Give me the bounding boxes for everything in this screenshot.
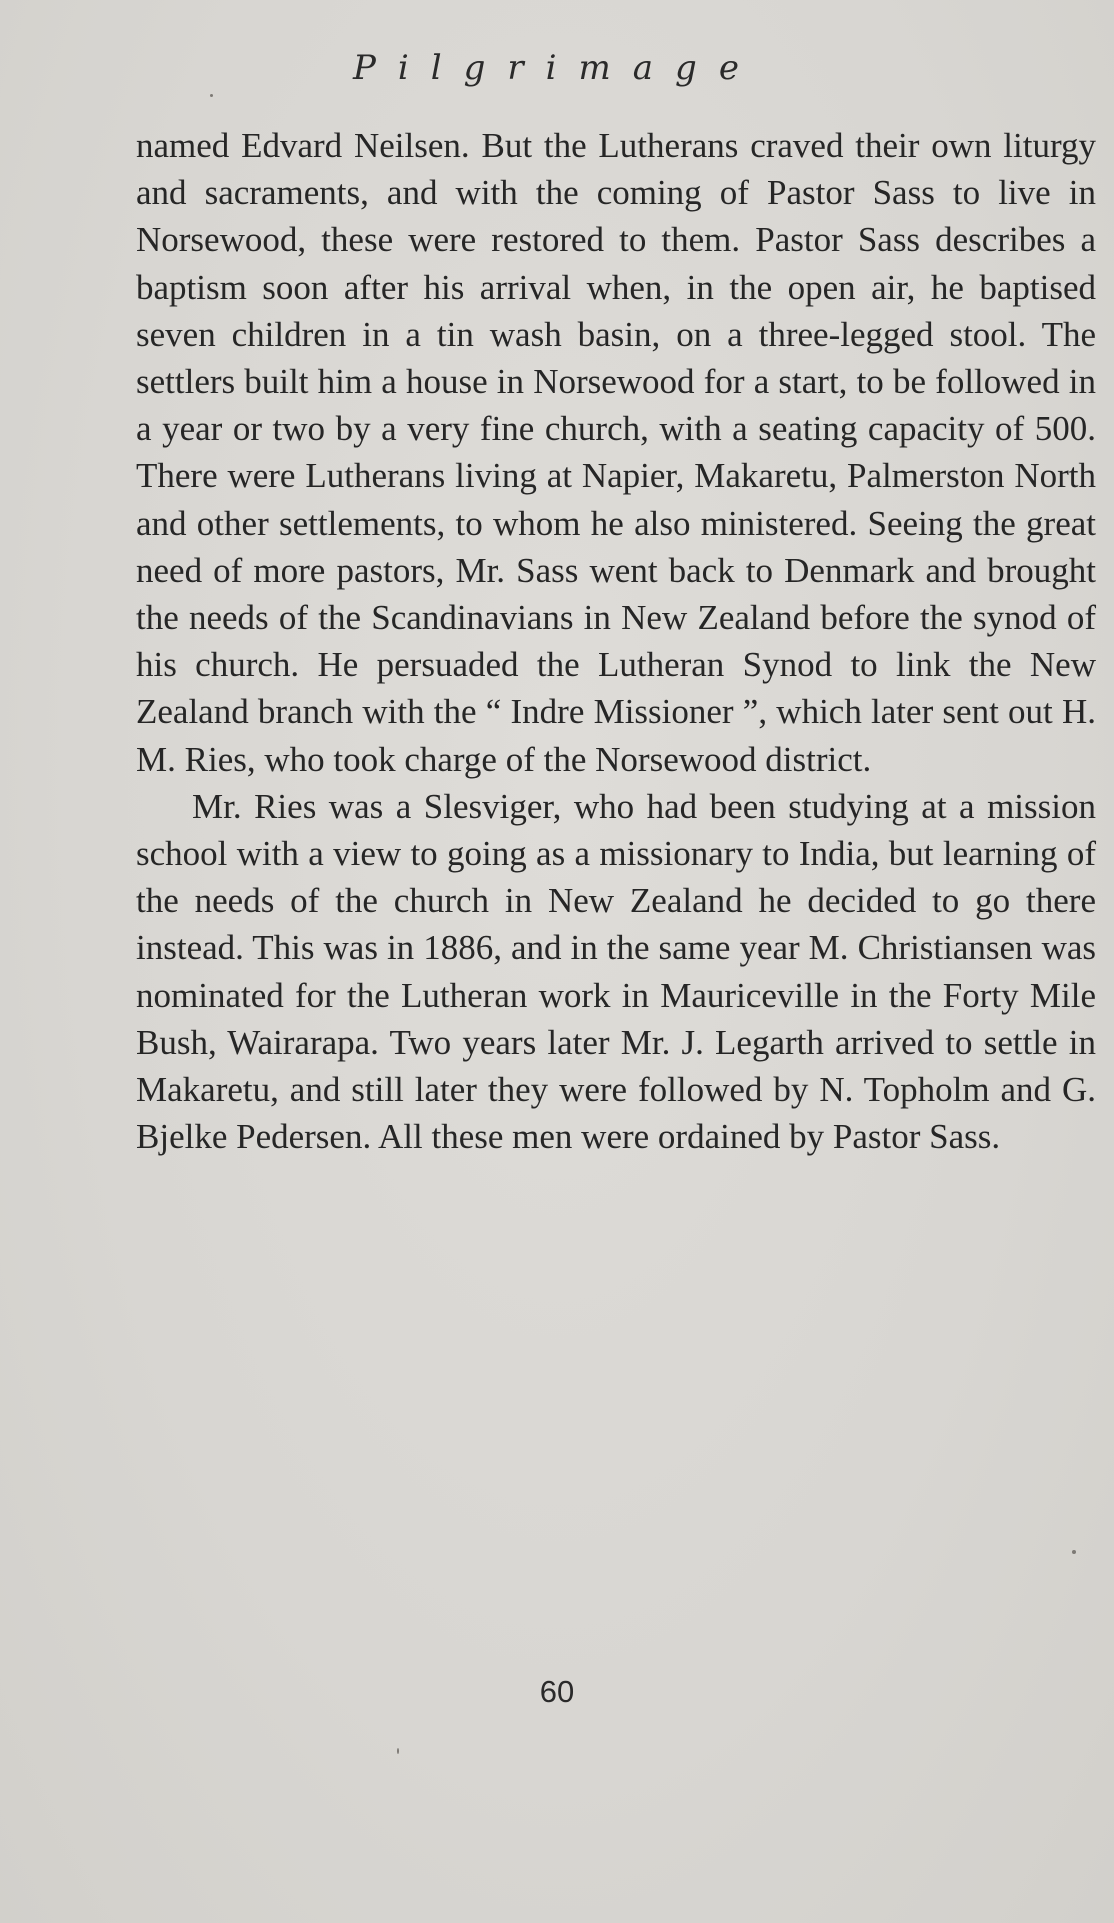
- paper-speck: [1072, 1550, 1076, 1554]
- paragraph-2: Mr. Ries was a Slesviger, who had been studying at a mission school with a view to going as a missionary to India, but learning of the needs of the church in New Zealand he decided to go there instead. This was in 1886, and in the same year M. Christiansen was nominated for the Lutheran work in Mauriceville in the Forty Mile Bush, Wairarapa. Two years later Mr. J. Legarth arrived to settle in Makaretu, and still later they were followed by N. Topholm and G. Bjelke Pedersen. All these men were ordained by Pastor Sass.: [136, 786, 1096, 1157]
- paper-speck: [397, 1748, 399, 1754]
- paper-speck: [210, 94, 213, 97]
- running-head: Pilgrimage: [353, 48, 761, 88]
- paragraph-1: named Edvard Neilsen. But the Lutherans craved their own liturgy and sacraments, and with the coming of Pastor Sass to live in Norsewood, these were restored to them. Pastor Sass describes a baptism soon after his arrival when, in the open air, he baptised seven children in a tin wash basin, on a three-legged stool. The settlers built him a house in Norsewood for a start, to be followed in a year or two by a very fine church, with a seating capacity of 500. There were Lutherans living at Napier, Makaretu, Palmerston North and other settlements, to whom he also ministered. Seeing the great need of more pastors, Mr. Sass went back to Denmark and brought the needs of the Scandinavians in New Zealand before the synod of his church. He persuaded the Lutheran Synod to link the New Zealand branch with the “ Indre Missioner ”, which later sent out H. M. Ries, who took charge of the Norsewood district.: [136, 126, 1096, 779]
- body-text: [136, 122, 1096, 1160]
- page-number: 60: [539, 1674, 575, 1709]
